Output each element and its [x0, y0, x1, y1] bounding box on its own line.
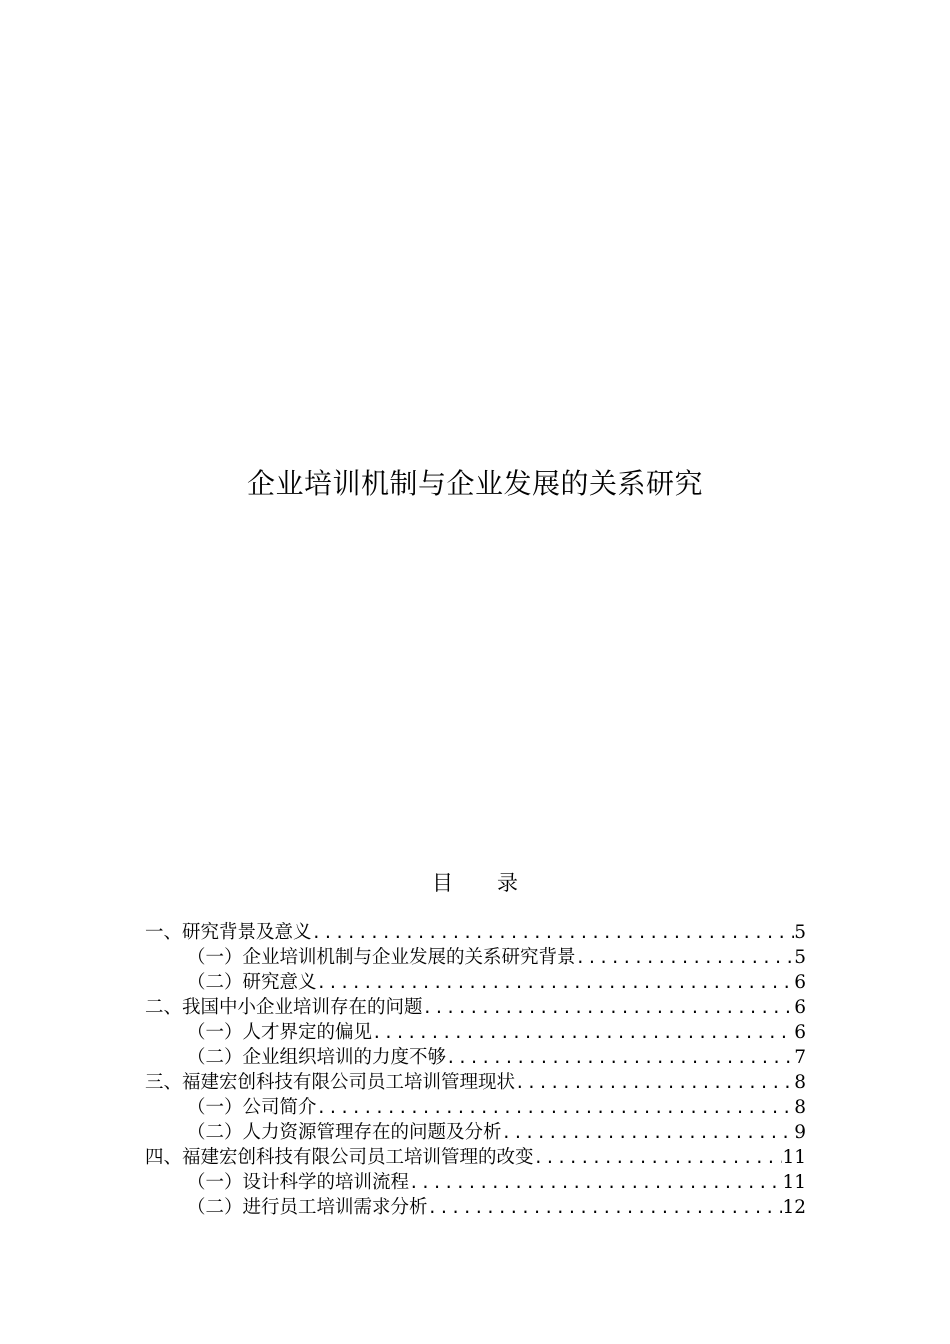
toc-entry-title: 二、我国中小企业培训存在的问题	[145, 997, 423, 1018]
toc-entry[interactable]	[145, 1095, 806, 1120]
toc-entry-page: 8	[794, 1097, 806, 1118]
toc-entry-page: 5	[794, 922, 806, 943]
toc-entry-title: （一）设计科学的培训流程	[187, 1172, 410, 1193]
toc-entry-title: （一）公司简介	[187, 1097, 317, 1118]
toc-entry[interactable]	[145, 1070, 806, 1095]
toc-entry-page: 5	[794, 947, 806, 968]
toc-entry-title: （一）企业培训机制与企业发展的关系研究背景	[187, 947, 576, 968]
toc-entry-title: （二）进行员工培训需求分析	[187, 1197, 428, 1218]
toc-heading-right: 录	[497, 871, 518, 895]
document-title: 企业培训机制与企业发展的关系研究	[246, 467, 703, 500]
toc-entry[interactable]	[145, 970, 806, 995]
toc-entry[interactable]	[145, 1145, 806, 1170]
toc-dot-leader	[423, 995, 794, 1020]
toc-entry[interactable]	[145, 920, 806, 945]
toc-entry[interactable]	[145, 1170, 806, 1195]
toc-dot-leader	[409, 1170, 782, 1195]
toc-entry-title: （一）人才界定的偏见	[187, 1022, 373, 1043]
toc-heading	[0, 866, 950, 900]
toc-entry-page: 6	[794, 1022, 806, 1043]
toc-entry-title: 三、福建宏创科技有限公司员工培训管理现状	[145, 1072, 516, 1093]
toc-entry-title: （二）研究意义	[187, 972, 317, 993]
toc-entry-page: 11	[782, 1172, 806, 1193]
toc-entry[interactable]	[145, 1120, 806, 1145]
toc-dot-leader	[312, 920, 794, 945]
toc-entry-page: 9	[794, 1122, 806, 1143]
toc-entry[interactable]	[145, 1195, 806, 1220]
toc-heading-left: 目	[432, 871, 453, 895]
toc-entry-page: 7	[794, 1047, 806, 1068]
toc-dot-leader	[576, 945, 794, 970]
toc-entry-page: 11	[782, 1147, 806, 1168]
toc-entry-title: （二）人力资源管理存在的问题及分析	[187, 1122, 502, 1143]
toc-entry-title: 四、福建宏创科技有限公司员工培训管理的改变	[145, 1147, 534, 1168]
toc-entry-page: 8	[794, 1072, 806, 1093]
toc-entry-page: 12	[782, 1197, 806, 1218]
table-of-contents	[145, 920, 806, 1220]
toc-dot-leader	[317, 970, 794, 995]
toc-entry[interactable]	[145, 945, 806, 970]
toc-dot-leader	[446, 1045, 794, 1070]
toc-dot-leader	[515, 1070, 794, 1095]
toc-entry-title: （二）企业组织培训的力度不够	[187, 1047, 447, 1068]
toc-dot-leader	[534, 1145, 783, 1170]
toc-dot-leader	[502, 1120, 794, 1145]
toc-dot-leader	[372, 1020, 794, 1045]
toc-entry-page: 6	[794, 997, 806, 1018]
toc-entry-page: 6	[794, 972, 806, 993]
toc-entry[interactable]	[145, 995, 806, 1020]
toc-entry[interactable]	[145, 1020, 806, 1045]
toc-dot-leader	[428, 1195, 783, 1220]
toc-dot-leader	[317, 1095, 794, 1120]
toc-entry[interactable]	[145, 1045, 806, 1070]
toc-entry-title: 一、研究背景及意义	[145, 922, 312, 943]
